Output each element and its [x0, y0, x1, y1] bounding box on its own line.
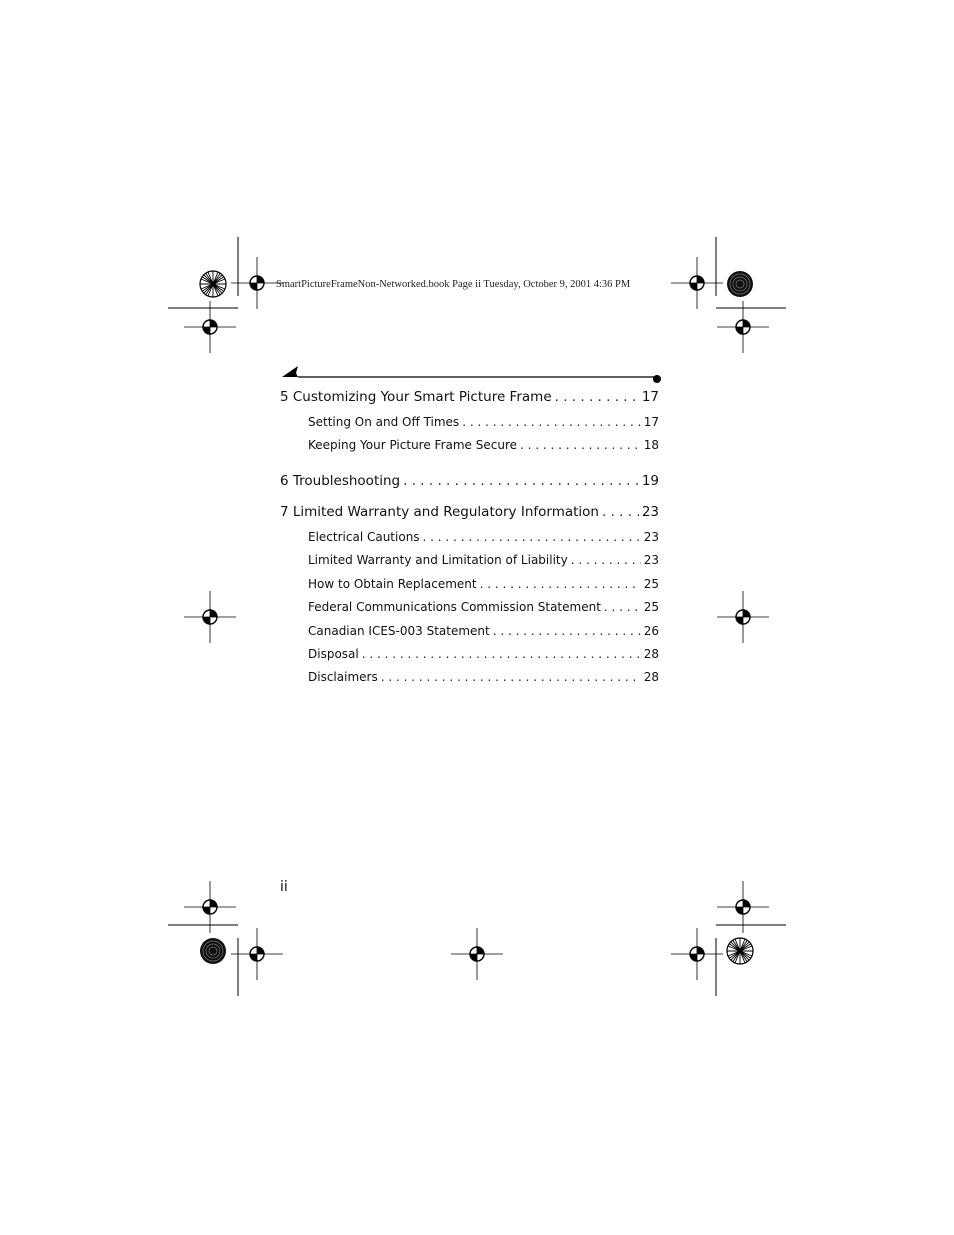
- toc-entry-chapter-7[interactable]: [280, 504, 659, 520]
- toc-entry-page: 17: [641, 389, 659, 405]
- registration-mark-icon: [671, 928, 723, 980]
- toc-entry-label: Canadian ICES-003 Statement: [308, 624, 490, 638]
- toc-entry-label: Limited Warranty and Limitation of Liability: [308, 553, 568, 567]
- dot-leader: [604, 600, 641, 614]
- toc-entry-section[interactable]: [308, 530, 659, 544]
- toc-entry-label: Disclaimers: [308, 670, 378, 684]
- toc-entry-page: 18: [643, 438, 659, 452]
- star-target-icon: [200, 271, 226, 297]
- toc-entry-label: Setting On and Off Times: [308, 415, 460, 429]
- header-rule: [282, 366, 661, 383]
- toc-entry-page: 17: [643, 415, 659, 429]
- dot-leader: [423, 530, 641, 544]
- registration-mark-icon: [184, 591, 236, 643]
- toc-entry-label: How to Obtain Replacement: [308, 577, 477, 591]
- registration-mark-icon: [451, 928, 503, 980]
- star-target-icon: [727, 938, 753, 964]
- registration-mark-icon: [717, 591, 769, 643]
- dot-leader: [381, 670, 641, 684]
- toc-entry-page: 26: [643, 624, 659, 638]
- toc-entry-label: Federal Communications Commission Statement: [308, 600, 601, 614]
- toc-entry-section[interactable]: [308, 670, 659, 684]
- density-disc-icon: [727, 271, 753, 297]
- toc-entry-page: 28: [643, 647, 659, 661]
- dot-leader: [493, 624, 641, 638]
- toc-entry-page: 23: [643, 530, 659, 544]
- dot-leader: [462, 415, 641, 429]
- toc-entry-section[interactable]: [308, 553, 659, 567]
- toc-entry-label: 6 Troubleshooting: [280, 473, 401, 489]
- toc-entry-section[interactable]: [308, 438, 659, 452]
- registration-mark-icon: [184, 301, 236, 353]
- toc-entry-page: 19: [641, 473, 659, 489]
- toc-entry-page: 23: [641, 504, 659, 520]
- toc-entry-chapter-5[interactable]: [280, 389, 659, 405]
- toc-entry-label: 7 Limited Warranty and Regulatory Information: [280, 504, 599, 520]
- toc-entry-page: 25: [643, 600, 659, 614]
- dot-leader: [403, 473, 639, 489]
- toc-entry-page: 23: [643, 553, 659, 567]
- dot-leader: [571, 553, 641, 567]
- toc-entry-label: 5 Customizing Your Smart Picture Frame: [280, 389, 552, 405]
- toc-entry-section[interactable]: [308, 415, 659, 429]
- toc-entry-label: Electrical Cautions: [308, 530, 420, 544]
- toc-entry-section[interactable]: [308, 624, 659, 638]
- dot-leader: [362, 647, 641, 661]
- toc-entry-page: 28: [643, 670, 659, 684]
- registration-mark-icon: [717, 301, 769, 353]
- toc-entry-section[interactable]: [308, 647, 659, 661]
- dot-leader: [602, 504, 639, 520]
- density-disc-icon: [200, 938, 226, 964]
- print-slug: SmartPictureFrameNon-Networked.book Page ii Tuesday, October 9, 2001 4:36 PM: [276, 279, 631, 290]
- toc-entry-label: Keeping Your Picture Frame Secure: [308, 438, 517, 452]
- dot-leader: [520, 438, 641, 452]
- toc-entry-section[interactable]: [308, 600, 659, 614]
- registration-mark-icon: [671, 257, 723, 309]
- registration-mark-icon: [231, 928, 283, 980]
- toc-entry-chapter-6[interactable]: [280, 473, 659, 489]
- toc-entry-section[interactable]: [308, 577, 659, 591]
- toc-entry-label: Disposal: [308, 647, 359, 661]
- toc-entry-page: 25: [643, 577, 659, 591]
- dot-leader: [555, 389, 639, 405]
- page-number: ii: [280, 879, 288, 895]
- dot-leader: [480, 577, 641, 591]
